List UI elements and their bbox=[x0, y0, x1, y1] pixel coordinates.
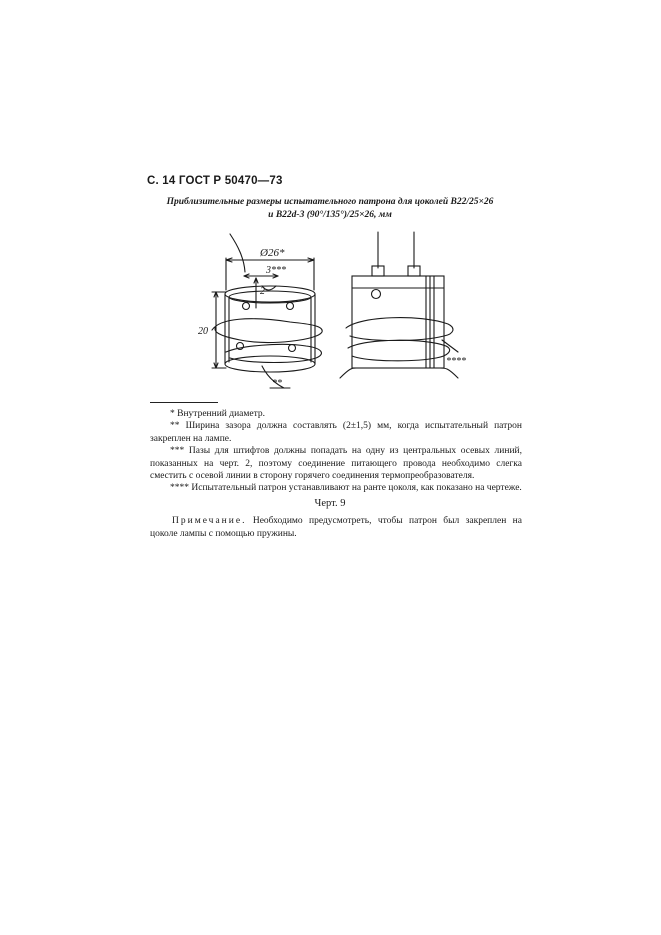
callout-right-label: **** bbox=[446, 356, 466, 367]
footnotes bbox=[150, 402, 522, 495]
callout-left-label: ** bbox=[272, 378, 282, 389]
footnote-1: * Внутренний диаметр. bbox=[170, 409, 265, 419]
note bbox=[150, 515, 522, 541]
cylinder-top-rim bbox=[225, 286, 315, 302]
drawing-svg bbox=[190, 228, 480, 398]
dim-diameter-label: Ø26* bbox=[260, 247, 285, 259]
caption-line-2: и B22d-3 (90°/135°)/25×26, мм bbox=[268, 210, 392, 220]
footnote-4: **** Испытательный патрон устанавливают на ранте цоколя, как показано на чертеже. bbox=[170, 483, 522, 494]
figure-label: Черт. 9 bbox=[314, 498, 346, 509]
spring-coil-right bbox=[346, 318, 453, 341]
footnote-3: *** Пазы для штифтов должны попадать на одну из центральных осевых линий, показанных на черт. 2, поэтому соединение питающего провода необходимо слегка сместить с осевой линии в сторону горячего соединения термопреобразователя. bbox=[150, 446, 522, 482]
technical-drawing bbox=[190, 228, 480, 398]
page-header: С. 14 ГОСТ Р 50470—73 bbox=[147, 175, 283, 187]
lamp-flare bbox=[340, 368, 458, 378]
dim-gap-label: 2 bbox=[260, 286, 265, 297]
feed-wire-left bbox=[230, 234, 245, 272]
spring-coil-lower bbox=[226, 344, 321, 362]
thermocouple-junction bbox=[372, 290, 381, 299]
dim-height-label: 20 bbox=[198, 326, 208, 337]
right-view bbox=[340, 232, 458, 378]
cylinder-bottom-rim bbox=[225, 356, 315, 372]
caption-line-1: Приблизительные размеры испытательного патрона для цоколей B22/25×26 bbox=[166, 197, 494, 207]
dim-slot-label: 3*** bbox=[266, 265, 286, 276]
footnote-2: ** Ширина зазора должна составлять (2±1,5) мм, когда испытательный патрон закреплен на лампе. bbox=[150, 421, 522, 444]
pin-hole bbox=[289, 345, 296, 352]
pin-hole bbox=[243, 303, 250, 310]
figure-caption bbox=[140, 196, 520, 222]
pin-hole bbox=[287, 303, 294, 310]
note-lead: Примечание. bbox=[172, 516, 247, 526]
note-text: Необходимо предусмотреть, чтобы патрон был закреплен на цоколе лампы с помощью пружины. bbox=[150, 516, 522, 539]
footnote-rule bbox=[150, 402, 218, 403]
